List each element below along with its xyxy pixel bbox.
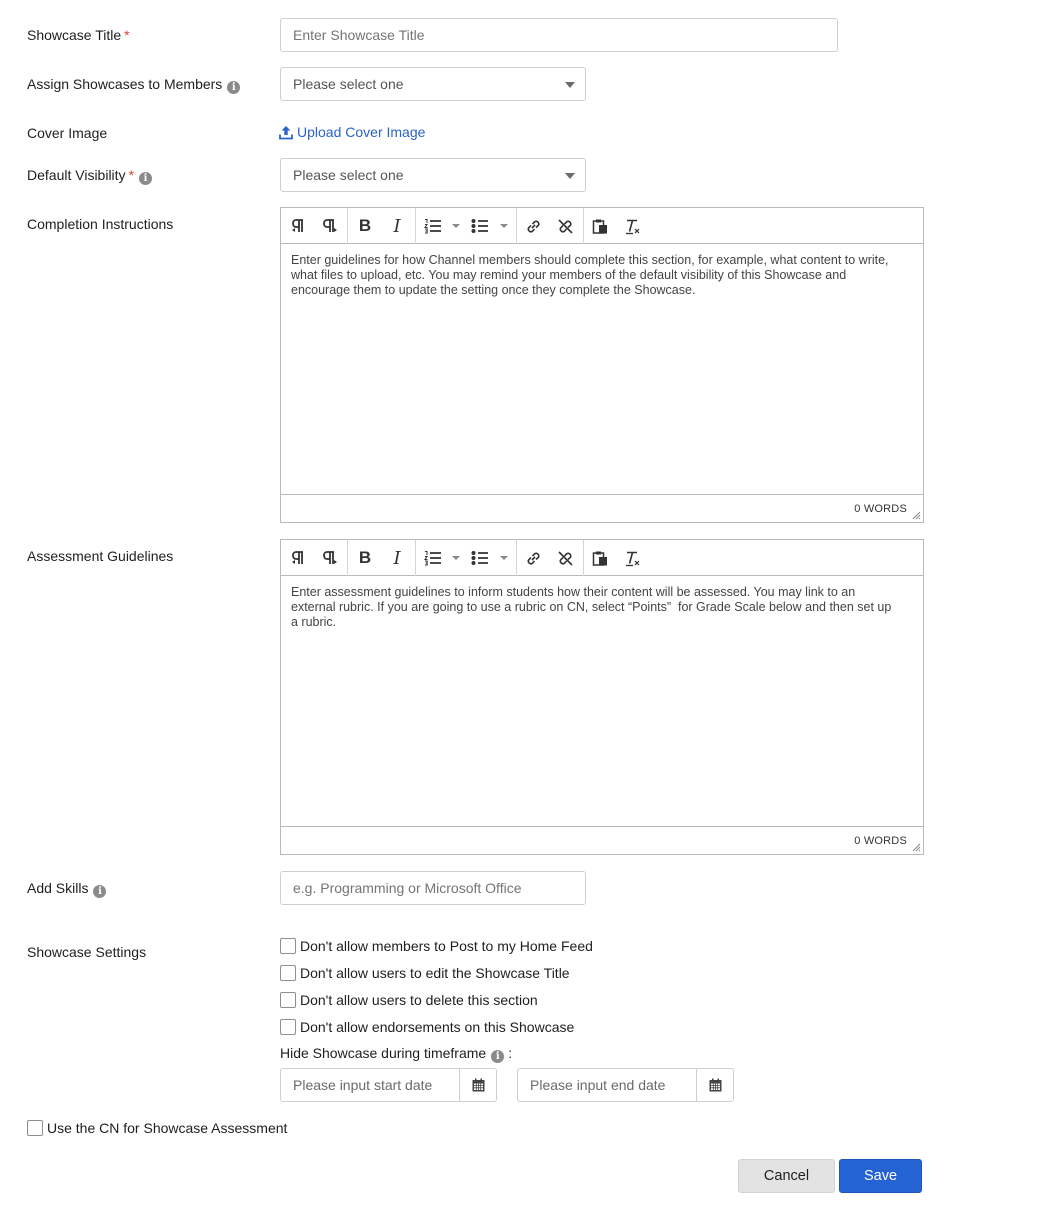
chevron-down-icon[interactable]	[452, 556, 460, 560]
upload-cover-image-link[interactable]	[279, 124, 425, 140]
info-icon[interactable]: i	[491, 1050, 504, 1063]
default-visibility-label-text: Default Visibility	[27, 167, 126, 183]
completion-instructions-label: Completion Instructions	[27, 216, 174, 232]
default-visibility-value: Please select one	[293, 167, 404, 183]
checkbox[interactable]	[280, 965, 296, 981]
info-icon[interactable]: i	[227, 81, 240, 94]
editor-placeholder-line: external rubric. If you are going to use a rubric on CN, select “Points” for Grade Scale below and then set up	[291, 600, 892, 614]
toolbar-separator	[583, 208, 584, 244]
required-marker: *	[128, 167, 135, 183]
editor-toolbar	[281, 208, 923, 244]
add-skills-label	[27, 879, 106, 898]
add-skills-input[interactable]	[280, 871, 586, 905]
chevron-down-icon[interactable]	[500, 556, 508, 560]
setting-label: Don't allow users to edit the Showcase Title	[300, 965, 570, 981]
editor-placeholder-line: encourage them to update the setting once they complete the Showcase.	[291, 283, 696, 297]
toolbar-separator	[415, 540, 416, 576]
numbered-list-icon[interactable]	[423, 208, 443, 244]
word-count: 0 WORDS	[854, 835, 907, 847]
paste-text-icon[interactable]	[590, 208, 610, 244]
showcase-title-label-text: Showcase Title	[27, 27, 122, 43]
required-marker: *	[124, 27, 130, 43]
link-icon[interactable]	[523, 208, 543, 244]
paste-text-icon[interactable]	[590, 540, 610, 576]
info-icon[interactable]: i	[139, 172, 152, 185]
end-date-input[interactable]: Please input end date	[530, 1077, 666, 1093]
assign-members-value: Please select one	[293, 76, 404, 92]
cover-image-label: Cover Image	[27, 125, 108, 141]
showcase-settings-label: Showcase Settings	[27, 944, 147, 960]
resize-handle-icon[interactable]	[911, 842, 921, 852]
editor-placeholder-line: what files to upload, etc. You may remind your members of the default visibility of this Showcase and	[291, 268, 847, 282]
setting-no-endorsements[interactable]	[280, 1019, 574, 1035]
save-button[interactable]: Save	[839, 1159, 922, 1193]
start-date-input[interactable]: Please input start date	[293, 1077, 433, 1093]
chevron-down-icon[interactable]	[500, 224, 508, 228]
assessment-guidelines-text[interactable]	[281, 576, 923, 630]
hide-timeframe-label	[280, 1044, 512, 1063]
default-visibility-label	[27, 166, 152, 185]
unlink-icon[interactable]	[555, 540, 575, 576]
assessment-guidelines-label: Assessment Guidelines	[27, 548, 174, 564]
resize-handle-icon[interactable]	[911, 510, 921, 520]
toolbar-separator	[583, 540, 584, 576]
italic-icon[interactable]: I	[393, 215, 401, 237]
completion-instructions-text[interactable]	[281, 244, 923, 298]
bulleted-list-icon[interactable]	[470, 540, 490, 576]
toolbar-separator	[347, 540, 348, 576]
unlink-icon[interactable]	[555, 208, 575, 244]
editor-placeholder-line: Enter assessment guidelines to inform students how their content will be assessed. You may link to an	[291, 585, 856, 599]
assign-members-label	[27, 75, 240, 94]
end-date-picker[interactable]	[517, 1068, 734, 1102]
editor-footer	[281, 826, 923, 854]
setting-no-edit-title[interactable]	[280, 965, 570, 981]
editor-placeholder-line: a rubric.	[291, 615, 337, 629]
setting-label: Don't allow endorsements on this Showcase	[300, 1019, 575, 1035]
checkbox[interactable]	[280, 938, 296, 954]
setting-label: Don't allow users to delete this section	[300, 992, 538, 1008]
default-visibility-select[interactable]	[280, 158, 586, 192]
add-skills-label-text: Add Skills	[27, 880, 89, 896]
setting-label: Don't allow members to Post to my Home Feed	[300, 938, 593, 954]
calendar-icon[interactable]	[696, 1069, 733, 1101]
clear-formatting-icon[interactable]	[622, 540, 642, 576]
chevron-down-icon[interactable]	[452, 224, 460, 228]
setting-no-home-feed[interactable]	[280, 938, 593, 954]
bold-icon[interactable]: B	[358, 548, 372, 567]
toolbar-separator	[516, 208, 517, 244]
editor-placeholder-line: Enter guidelines for how Channel members should complete this section, for example, what content to write,	[291, 253, 889, 267]
showcase-title-label	[27, 26, 130, 44]
clear-formatting-icon[interactable]	[622, 208, 642, 244]
bulleted-list-icon[interactable]	[470, 208, 490, 244]
upload-icon	[279, 125, 293, 140]
setting-no-delete-section[interactable]	[280, 992, 538, 1008]
toolbar-separator	[516, 540, 517, 576]
checkbox[interactable]	[280, 1019, 296, 1035]
checkbox[interactable]	[27, 1120, 43, 1136]
assign-members-label-text: Assign Showcases to Members	[27, 76, 223, 92]
chevron-down-icon	[565, 173, 575, 179]
paragraph-ltr-icon[interactable]	[287, 208, 309, 244]
word-count: 0 WORDS	[854, 503, 907, 515]
use-cn-assessment-label: Use the CN for Showcase Assessment	[47, 1120, 288, 1136]
start-date-picker[interactable]	[280, 1068, 497, 1102]
paragraph-ltr-icon[interactable]	[287, 540, 309, 576]
info-icon[interactable]: i	[93, 885, 106, 898]
hide-timeframe-colon: :	[508, 1045, 513, 1061]
cancel-button[interactable]: Cancel	[738, 1159, 835, 1193]
assessment-guidelines-editor[interactable]	[280, 539, 924, 855]
editor-toolbar	[281, 540, 923, 576]
bold-icon[interactable]: B	[358, 216, 372, 235]
paragraph-rtl-icon[interactable]	[319, 540, 341, 576]
chevron-down-icon	[565, 82, 575, 88]
completion-instructions-editor[interactable]	[280, 207, 924, 523]
paragraph-rtl-icon[interactable]	[319, 208, 341, 244]
assign-members-select[interactable]	[280, 67, 586, 101]
numbered-list-icon[interactable]	[423, 540, 443, 576]
link-icon[interactable]	[523, 540, 543, 576]
use-cn-assessment[interactable]	[27, 1120, 287, 1136]
toolbar-separator	[347, 208, 348, 244]
toolbar-separator	[415, 208, 416, 244]
checkbox[interactable]	[280, 992, 296, 1008]
italic-icon[interactable]: I	[393, 547, 401, 569]
showcase-title-input[interactable]	[280, 18, 838, 52]
editor-footer	[281, 494, 923, 522]
upload-cover-image-text: Upload Cover Image	[297, 124, 426, 140]
calendar-icon[interactable]	[459, 1069, 496, 1101]
hide-timeframe-label-text: Hide Showcase during timeframe	[280, 1045, 487, 1061]
